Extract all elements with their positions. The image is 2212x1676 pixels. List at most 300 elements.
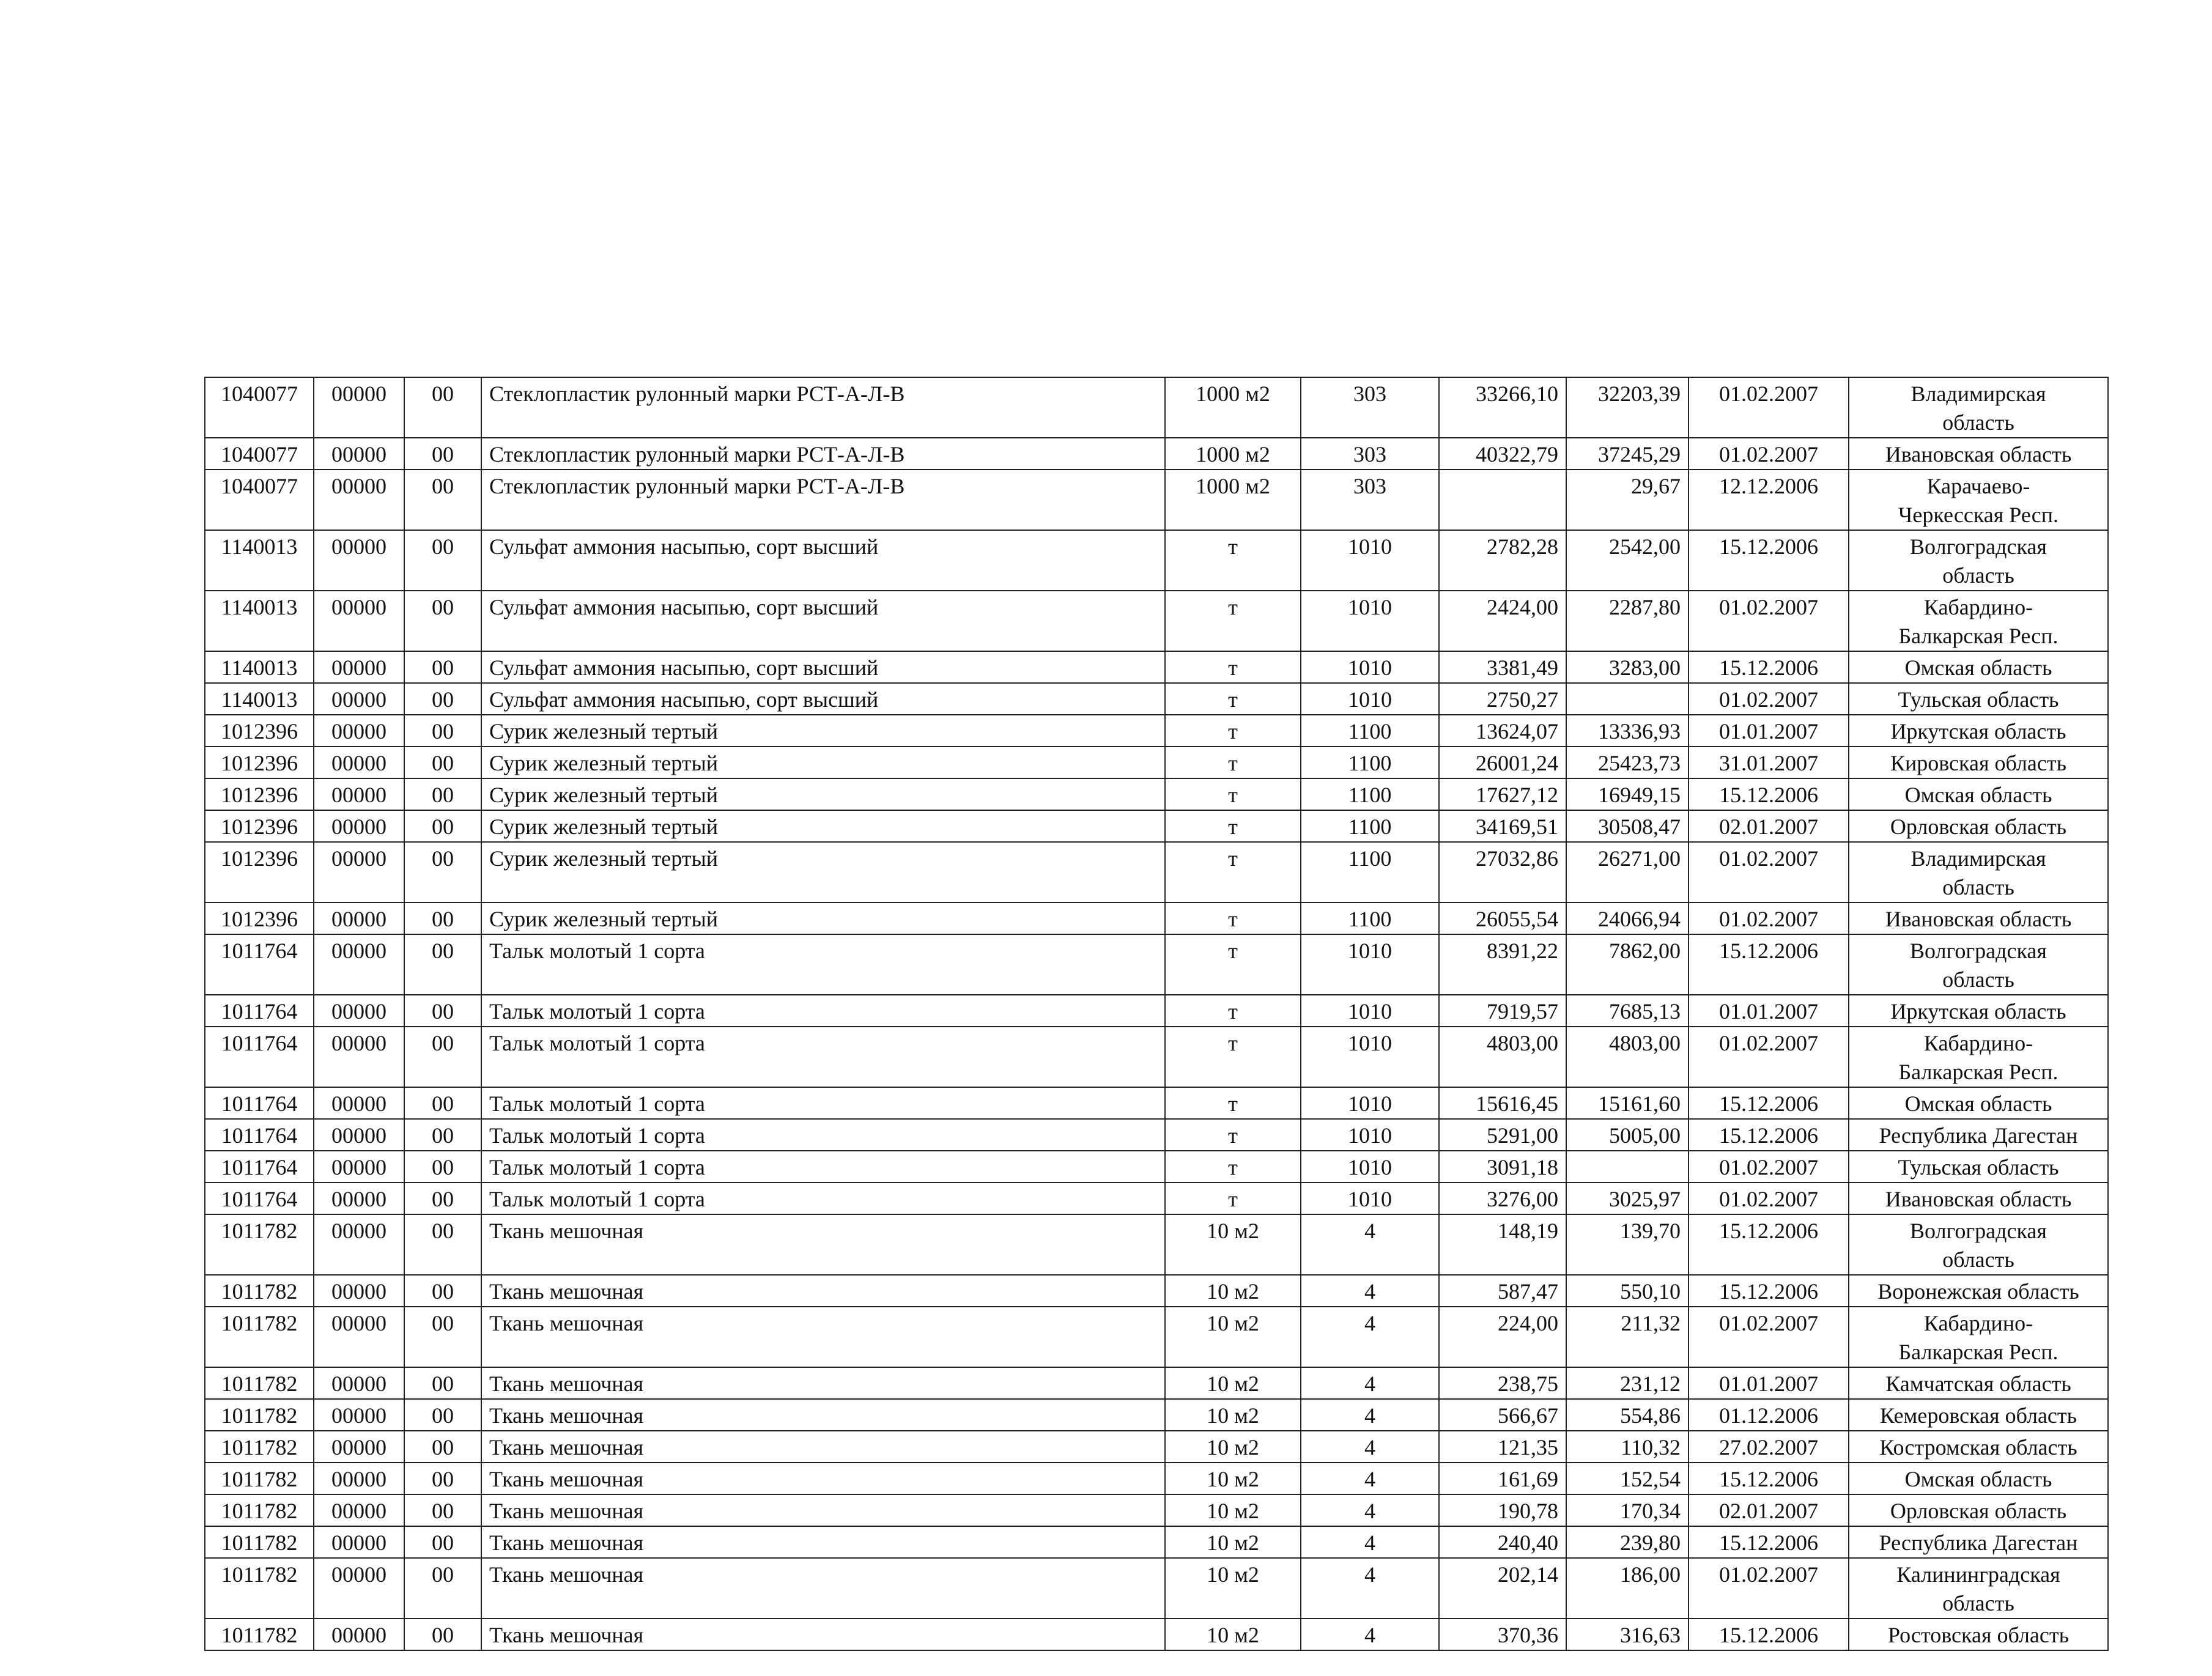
region-line: Воронежская область	[1877, 1279, 2079, 1304]
unit-code-cell: 4	[1301, 1431, 1439, 1463]
table-row	[205, 715, 2108, 747]
product-name-cell: Сульфат аммония насыпью, сорт высший	[481, 683, 1165, 715]
price-1-cell: 8391,22	[1439, 934, 1566, 995]
suffix-cell: 00	[404, 1463, 481, 1494]
date-cell: 01.02.2007	[1689, 842, 1849, 903]
product-name-cell: Ткань мешочная	[481, 1399, 1165, 1431]
table-row	[205, 842, 2108, 903]
price-2-cell: 211,32	[1566, 1307, 1689, 1367]
price-1-cell: 3091,18	[1439, 1151, 1566, 1183]
unit-cell: 10 м2	[1165, 1399, 1301, 1431]
unit-code-cell: 1010	[1301, 530, 1439, 591]
unit-cell: т	[1165, 1027, 1301, 1087]
region-line: область	[1942, 1591, 2014, 1615]
product-code-cell: 1011782	[205, 1399, 314, 1431]
region-cell	[1849, 903, 2108, 934]
product-name-cell: Сурик железный тертый	[481, 778, 1165, 810]
region-line: Ивановская область	[1885, 442, 2072, 467]
product-name-cell: Ткань мешочная	[481, 1307, 1165, 1367]
product-code-cell: 1011782	[205, 1558, 314, 1619]
price-1-cell: 27032,86	[1439, 842, 1566, 903]
region-line: Владимирская	[1911, 846, 2046, 871]
unit-code-cell: 4	[1301, 1399, 1439, 1431]
table-row	[205, 995, 2108, 1027]
price-2-cell: 26271,00	[1566, 842, 1689, 903]
region-line: Волгоградская	[1910, 1219, 2047, 1243]
suffix-cell: 00	[404, 1431, 481, 1463]
unit-code-cell: 4	[1301, 1307, 1439, 1367]
subcode-cell: 00000	[314, 1558, 404, 1619]
subcode-cell: 00000	[314, 995, 404, 1027]
region-line: Орловская область	[1890, 814, 2067, 839]
subcode-cell: 00000	[314, 715, 404, 747]
region-line: Кировская область	[1890, 751, 2067, 775]
region-cell	[1849, 651, 2108, 683]
region-cell	[1849, 438, 2108, 470]
region-line: Ивановская область	[1885, 907, 2072, 931]
region-cell	[1849, 470, 2108, 530]
suffix-cell: 00	[404, 530, 481, 591]
subcode-cell: 00000	[314, 1119, 404, 1151]
price-2-cell: 32203,39	[1566, 377, 1689, 438]
unit-code-cell: 303	[1301, 438, 1439, 470]
product-name-cell: Сурик железный тертый	[481, 715, 1165, 747]
price-2-cell: 7862,00	[1566, 934, 1689, 995]
price-2-cell: 110,32	[1566, 1431, 1689, 1463]
date-cell: 15.12.2006	[1689, 1275, 1849, 1307]
price-1-cell: 202,14	[1439, 1558, 1566, 1619]
subcode-cell: 00000	[314, 591, 404, 651]
suffix-cell: 00	[404, 1367, 481, 1399]
unit-cell: т	[1165, 995, 1301, 1027]
subcode-cell: 00000	[314, 530, 404, 591]
unit-cell: т	[1165, 810, 1301, 842]
price-2-cell: 550,10	[1566, 1275, 1689, 1307]
price-1-cell: 224,00	[1439, 1307, 1566, 1367]
unit-cell: т	[1165, 530, 1301, 591]
region-cell	[1849, 1119, 2108, 1151]
suffix-cell: 00	[404, 1275, 481, 1307]
price-1-cell: 15616,45	[1439, 1087, 1566, 1119]
price-1-cell: 13624,07	[1439, 715, 1566, 747]
price-1-cell: 2750,27	[1439, 683, 1566, 715]
date-cell: 15.12.2006	[1689, 1119, 1849, 1151]
product-name-cell: Ткань мешочная	[481, 1275, 1165, 1307]
suffix-cell: 00	[404, 1087, 481, 1119]
table-row	[205, 438, 2108, 470]
product-name-cell: Ткань мешочная	[481, 1463, 1165, 1494]
price-1-cell: 26001,24	[1439, 747, 1566, 778]
price-1-cell: 148,19	[1439, 1214, 1566, 1275]
region-line: Владимирская	[1911, 382, 2046, 406]
price-2-cell: 25423,73	[1566, 747, 1689, 778]
price-1-cell: 240,40	[1439, 1526, 1566, 1558]
unit-cell: 10 м2	[1165, 1307, 1301, 1367]
table-row	[205, 651, 2108, 683]
price-2-cell: 3025,97	[1566, 1183, 1689, 1214]
suffix-cell: 00	[404, 1119, 481, 1151]
price-2-cell: 316,63	[1566, 1619, 1689, 1650]
region-cell	[1849, 1214, 2108, 1275]
region-cell	[1849, 1183, 2108, 1214]
suffix-cell: 00	[404, 1399, 481, 1431]
price-1-cell: 26055,54	[1439, 903, 1566, 934]
date-cell: 01.02.2007	[1689, 683, 1849, 715]
unit-code-cell: 4	[1301, 1526, 1439, 1558]
subcode-cell: 00000	[314, 1431, 404, 1463]
table-row	[205, 1558, 2108, 1619]
date-cell: 01.02.2007	[1689, 438, 1849, 470]
subcode-cell: 00000	[314, 778, 404, 810]
region-cell	[1849, 1463, 2108, 1494]
subcode-cell: 00000	[314, 842, 404, 903]
product-code-cell: 1012396	[205, 810, 314, 842]
unit-cell: 10 м2	[1165, 1275, 1301, 1307]
product-name-cell: Ткань мешочная	[481, 1526, 1165, 1558]
product-name-cell: Тальк молотый 1 сорта	[481, 1183, 1165, 1214]
subcode-cell: 00000	[314, 1183, 404, 1214]
product-code-cell: 1012396	[205, 903, 314, 934]
unit-code-cell: 1100	[1301, 715, 1439, 747]
unit-cell: т	[1165, 842, 1301, 903]
product-code-cell: 1011764	[205, 1151, 314, 1183]
unit-code-cell: 1010	[1301, 934, 1439, 995]
suffix-cell: 00	[404, 651, 481, 683]
region-line: Карачаево-	[1926, 474, 2030, 498]
unit-code-cell: 4	[1301, 1619, 1439, 1650]
unit-cell: т	[1165, 903, 1301, 934]
product-name-cell: Стеклопластик рулонный марки РСТ-А-Л-В	[481, 470, 1165, 530]
unit-cell: т	[1165, 683, 1301, 715]
price-2-cell: 37245,29	[1566, 438, 1689, 470]
region-line: Черкесская Респ.	[1898, 503, 2058, 527]
table-row	[205, 1367, 2108, 1399]
price-2-cell: 170,34	[1566, 1494, 1689, 1526]
date-cell: 01.01.2007	[1689, 1367, 1849, 1399]
table-body	[205, 377, 2108, 1650]
subcode-cell: 00000	[314, 1526, 404, 1558]
unit-code-cell: 1100	[1301, 810, 1439, 842]
region-cell	[1849, 1431, 2108, 1463]
date-cell: 01.02.2007	[1689, 1558, 1849, 1619]
region-cell	[1849, 778, 2108, 810]
price-2-cell: 5005,00	[1566, 1119, 1689, 1151]
date-cell: 01.02.2007	[1689, 1307, 1849, 1367]
product-code-cell: 1011782	[205, 1619, 314, 1650]
region-line: область	[1942, 563, 2014, 588]
region-line: Ростовская область	[1888, 1623, 2069, 1647]
product-name-cell: Тальк молотый 1 сорта	[481, 934, 1165, 995]
suffix-cell: 00	[404, 934, 481, 995]
price-2-cell: 7685,13	[1566, 995, 1689, 1027]
product-code-cell: 1011782	[205, 1431, 314, 1463]
date-cell: 12.12.2006	[1689, 470, 1849, 530]
price-1-cell: 40322,79	[1439, 438, 1566, 470]
region-cell	[1849, 747, 2108, 778]
unit-code-cell: 4	[1301, 1367, 1439, 1399]
price-1-cell: 17627,12	[1439, 778, 1566, 810]
product-code-cell: 1012396	[205, 842, 314, 903]
region-line: Кабардино-	[1923, 595, 2033, 619]
unit-code-cell: 4	[1301, 1558, 1439, 1619]
price-1-cell: 238,75	[1439, 1367, 1566, 1399]
unit-code-cell: 1010	[1301, 1183, 1439, 1214]
unit-cell: 10 м2	[1165, 1214, 1301, 1275]
table-row	[205, 683, 2108, 715]
region-cell	[1849, 1307, 2108, 1367]
price-1-cell: 5291,00	[1439, 1119, 1566, 1151]
subcode-cell: 00000	[314, 1619, 404, 1650]
region-cell	[1849, 1619, 2108, 1650]
region-line: Республика Дагестан	[1879, 1123, 2078, 1148]
suffix-cell: 00	[404, 591, 481, 651]
price-2-cell	[1566, 683, 1689, 715]
subcode-cell: 00000	[314, 1275, 404, 1307]
unit-code-cell: 1010	[1301, 591, 1439, 651]
product-name-cell: Сурик железный тертый	[481, 747, 1165, 778]
suffix-cell: 00	[404, 810, 481, 842]
region-cell	[1849, 842, 2108, 903]
suffix-cell: 00	[404, 1558, 481, 1619]
table-row	[205, 1494, 2108, 1526]
region-line: Калининградская	[1896, 1562, 2060, 1587]
region-cell	[1849, 683, 2108, 715]
region-cell	[1849, 1526, 2108, 1558]
product-name-cell: Стеклопластик рулонный марки РСТ-А-Л-В	[481, 377, 1165, 438]
price-2-cell: 139,70	[1566, 1214, 1689, 1275]
subcode-cell: 00000	[314, 438, 404, 470]
price-2-cell: 15161,60	[1566, 1087, 1689, 1119]
region-line: Омская область	[1904, 1091, 2052, 1116]
product-code-cell: 1140013	[205, 530, 314, 591]
unit-code-cell: 4	[1301, 1463, 1439, 1494]
table-row	[205, 1027, 2108, 1087]
region-line: область	[1942, 967, 2014, 992]
price-2-cell: 186,00	[1566, 1558, 1689, 1619]
subcode-cell: 00000	[314, 747, 404, 778]
product-code-cell: 1011764	[205, 934, 314, 995]
price-2-cell	[1566, 1151, 1689, 1183]
date-cell: 15.12.2006	[1689, 1087, 1849, 1119]
unit-cell: т	[1165, 715, 1301, 747]
subcode-cell: 00000	[314, 651, 404, 683]
table-row	[205, 591, 2108, 651]
date-cell: 01.12.2006	[1689, 1399, 1849, 1431]
subcode-cell: 00000	[314, 1151, 404, 1183]
product-code-cell: 1012396	[205, 747, 314, 778]
price-1-cell: 566,67	[1439, 1399, 1566, 1431]
product-name-cell: Тальк молотый 1 сорта	[481, 995, 1165, 1027]
date-cell: 01.02.2007	[1689, 377, 1849, 438]
table-row	[205, 530, 2108, 591]
price-2-cell: 29,67	[1566, 470, 1689, 530]
table-row	[205, 1526, 2108, 1558]
region-line: Иркутская область	[1890, 719, 2066, 744]
region-cell	[1849, 1494, 2108, 1526]
table-row	[205, 1431, 2108, 1463]
subcode-cell: 00000	[314, 377, 404, 438]
product-name-cell: Тальк молотый 1 сорта	[481, 1027, 1165, 1087]
product-name-cell: Тальк молотый 1 сорта	[481, 1151, 1165, 1183]
price-1-cell: 3381,49	[1439, 651, 1566, 683]
suffix-cell: 00	[404, 1151, 481, 1183]
table-row	[205, 1399, 2108, 1431]
suffix-cell: 00	[404, 438, 481, 470]
suffix-cell: 00	[404, 747, 481, 778]
region-line: Тульская область	[1898, 687, 2059, 712]
subcode-cell: 00000	[314, 470, 404, 530]
price-1-cell: 2782,28	[1439, 530, 1566, 591]
product-code-cell: 1011782	[205, 1463, 314, 1494]
product-code-cell: 1011764	[205, 995, 314, 1027]
unit-code-cell: 4	[1301, 1214, 1439, 1275]
product-name-cell: Сурик железный тертый	[481, 842, 1165, 903]
product-name-cell: Ткань мешочная	[481, 1558, 1165, 1619]
suffix-cell: 00	[404, 842, 481, 903]
product-code-cell: 1140013	[205, 591, 314, 651]
suffix-cell: 00	[404, 377, 481, 438]
product-code-cell: 1011782	[205, 1307, 314, 1367]
unit-cell: 10 м2	[1165, 1526, 1301, 1558]
subcode-cell: 00000	[314, 1463, 404, 1494]
unit-code-cell: 1100	[1301, 747, 1439, 778]
product-name-cell: Ткань мешочная	[481, 1367, 1165, 1399]
table-row	[205, 1463, 2108, 1494]
suffix-cell: 00	[404, 1214, 481, 1275]
product-name-cell: Сульфат аммония насыпью, сорт высший	[481, 530, 1165, 591]
region-cell	[1849, 810, 2108, 842]
product-code-cell: 1011764	[205, 1119, 314, 1151]
date-cell: 15.12.2006	[1689, 1214, 1849, 1275]
region-line: Балкарская Респ.	[1898, 624, 2058, 648]
product-code-cell: 1011782	[205, 1367, 314, 1399]
price-2-cell: 3283,00	[1566, 651, 1689, 683]
region-cell	[1849, 1558, 2108, 1619]
product-code-cell: 1011782	[205, 1494, 314, 1526]
table-row	[205, 934, 2108, 995]
unit-code-cell: 1100	[1301, 903, 1439, 934]
suffix-cell: 00	[404, 1027, 481, 1087]
unit-code-cell: 4	[1301, 1494, 1439, 1526]
unit-code-cell: 1100	[1301, 778, 1439, 810]
region-line: Кемеровская область	[1879, 1403, 2077, 1428]
unit-cell: т	[1165, 1087, 1301, 1119]
date-cell: 27.02.2007	[1689, 1431, 1849, 1463]
date-cell: 15.12.2006	[1689, 1463, 1849, 1494]
price-2-cell: 554,86	[1566, 1399, 1689, 1431]
unit-code-cell: 1100	[1301, 842, 1439, 903]
price-2-cell: 231,12	[1566, 1367, 1689, 1399]
unit-cell: 1000 м2	[1165, 377, 1301, 438]
product-code-cell: 1012396	[205, 715, 314, 747]
unit-cell: т	[1165, 591, 1301, 651]
suffix-cell: 00	[404, 778, 481, 810]
region-line: Тульская область	[1898, 1155, 2059, 1179]
price-1-cell: 3276,00	[1439, 1183, 1566, 1214]
product-code-cell: 1040077	[205, 470, 314, 530]
region-cell	[1849, 530, 2108, 591]
date-cell: 15.12.2006	[1689, 1526, 1849, 1558]
date-cell: 01.01.2007	[1689, 995, 1849, 1027]
product-name-cell: Ткань мешочная	[481, 1431, 1165, 1463]
unit-cell: 10 м2	[1165, 1619, 1301, 1650]
table-row	[205, 470, 2108, 530]
unit-cell: 1000 м2	[1165, 438, 1301, 470]
price-1-cell: 2424,00	[1439, 591, 1566, 651]
subcode-cell: 00000	[314, 1307, 404, 1367]
date-cell: 01.02.2007	[1689, 1027, 1849, 1087]
price-1-cell: 34169,51	[1439, 810, 1566, 842]
product-name-cell: Сурик железный тертый	[481, 903, 1165, 934]
date-cell: 31.01.2007	[1689, 747, 1849, 778]
unit-code-cell: 1010	[1301, 1087, 1439, 1119]
unit-code-cell: 4	[1301, 1275, 1439, 1307]
subcode-cell: 00000	[314, 1214, 404, 1275]
region-cell	[1849, 1087, 2108, 1119]
region-cell	[1849, 1027, 2108, 1087]
region-line: Костромская область	[1879, 1435, 2077, 1460]
suffix-cell: 00	[404, 715, 481, 747]
region-line: область	[1942, 410, 2014, 435]
unit-cell: т	[1165, 1183, 1301, 1214]
subcode-cell: 00000	[314, 1027, 404, 1087]
unit-code-cell: 1010	[1301, 651, 1439, 683]
product-code-cell: 1011764	[205, 1183, 314, 1214]
product-code-cell: 1011764	[205, 1027, 314, 1087]
product-name-cell: Ткань мешочная	[481, 1214, 1165, 1275]
region-cell	[1849, 995, 2108, 1027]
date-cell: 02.01.2007	[1689, 810, 1849, 842]
price-2-cell: 30508,47	[1566, 810, 1689, 842]
product-name-cell: Тальк молотый 1 сорта	[481, 1087, 1165, 1119]
region-cell	[1849, 377, 2108, 438]
product-code-cell: 1040077	[205, 438, 314, 470]
date-cell: 01.01.2007	[1689, 715, 1849, 747]
unit-cell: 10 м2	[1165, 1367, 1301, 1399]
unit-cell: т	[1165, 1151, 1301, 1183]
date-cell: 02.01.2007	[1689, 1494, 1849, 1526]
price-2-cell: 2542,00	[1566, 530, 1689, 591]
region-line: Волгоградская	[1910, 939, 2047, 963]
region-line: Балкарская Респ.	[1898, 1340, 2058, 1364]
table-row	[205, 1087, 2108, 1119]
product-code-cell: 1011782	[205, 1275, 314, 1307]
unit-code-cell: 1010	[1301, 683, 1439, 715]
suffix-cell: 00	[404, 1526, 481, 1558]
region-line: область	[1942, 1247, 2014, 1272]
region-line: Камчатская область	[1885, 1371, 2071, 1396]
table-row	[205, 747, 2108, 778]
product-code-cell: 1011782	[205, 1214, 314, 1275]
date-cell: 15.12.2006	[1689, 530, 1849, 591]
subcode-cell: 00000	[314, 934, 404, 995]
table-row	[205, 1151, 2108, 1183]
region-cell	[1849, 934, 2108, 995]
table-row	[205, 1619, 2108, 1650]
date-cell: 15.12.2006	[1689, 934, 1849, 995]
unit-code-cell: 1010	[1301, 1151, 1439, 1183]
product-name-cell: Ткань мешочная	[481, 1619, 1165, 1650]
unit-cell: 10 м2	[1165, 1463, 1301, 1494]
subcode-cell: 00000	[314, 683, 404, 715]
suffix-cell: 00	[404, 1183, 481, 1214]
product-code-cell: 1040077	[205, 377, 314, 438]
region-line: Балкарская Респ.	[1898, 1060, 2058, 1084]
price-1-cell: 7919,57	[1439, 995, 1566, 1027]
region-line: Омская область	[1904, 783, 2052, 807]
price-1-cell: 190,78	[1439, 1494, 1566, 1526]
price-2-cell: 16949,15	[1566, 778, 1689, 810]
